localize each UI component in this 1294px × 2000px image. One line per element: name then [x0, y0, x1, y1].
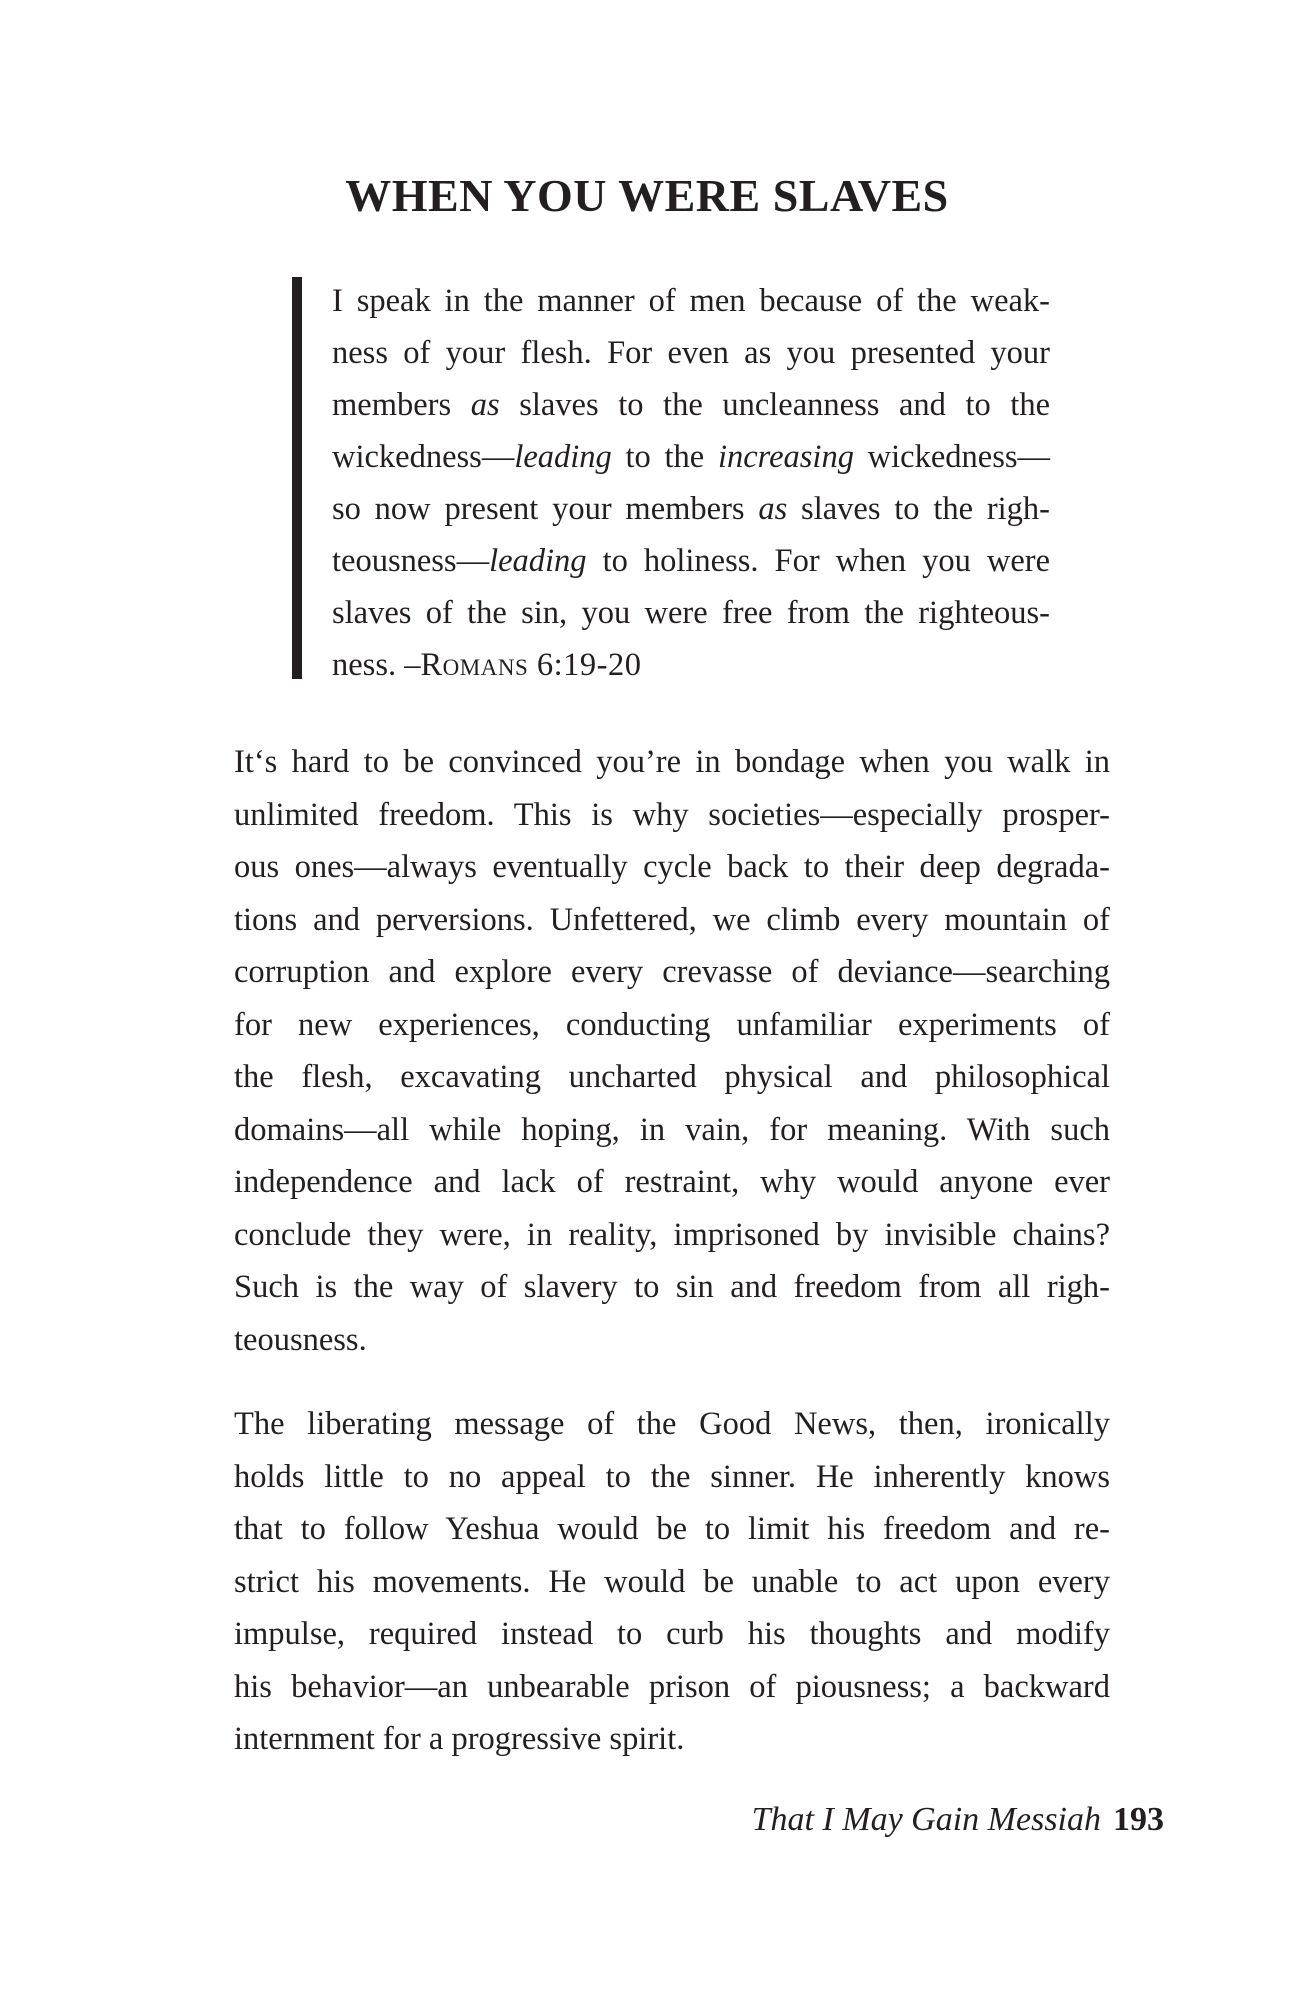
paragraph-line: conclude they were, in reality, imprisoned by invisible chains?	[234, 1216, 1110, 1253]
paragraph-line: his behavior—an unbearable prison of piousness; a backward	[234, 1668, 1110, 1705]
epigraph-line: teousness—leading to holiness. For when you were	[332, 543, 1050, 579]
paragraph-line: that to follow Yeshua would be to limit his freedom and re-	[234, 1511, 1110, 1547]
paragraph-line: It‘s hard to be convinced you’re in bondage when you walk in	[234, 744, 1110, 780]
paragraph-line: teousness.	[234, 1321, 367, 1358]
epigraph-line: slaves of the sin, you were free from the righteous-	[332, 595, 1050, 631]
chapter-title: WHEN YOU WERE SLAVES	[345, 170, 949, 221]
paragraph-line: ous ones—always eventually cycle back to their deep degrada-	[234, 849, 1110, 885]
paragraph-line: strict his movements. He would be unable to act upon every	[234, 1563, 1110, 1600]
scripture-reference: Romans 6:19-20	[420, 647, 642, 683]
epigraph-line: ness of your flesh. For even as you presented your	[332, 335, 1050, 371]
paragraph-line: unlimited freedom. This is why societies—especially prosper-	[234, 796, 1110, 833]
paragraph-line: for new experiences, conducting unfamiliar experiments of	[234, 1006, 1110, 1043]
epigraph-last-line	[332, 639, 1050, 691]
paragraph-line: independence and lack of restraint, why would anyone ever	[234, 1164, 1110, 1200]
epigraph-line: so now present your members as slaves to the righ-	[332, 491, 1050, 527]
epigraph-block	[292, 275, 1050, 693]
epigraph-line: ness. –	[332, 647, 421, 683]
paragraph-line: impulse, required instead to curb his thoughts and modify	[234, 1616, 1110, 1652]
epigraph-line: members as slaves to the uncleanness and to the	[332, 387, 1051, 423]
paragraph-line: Such is the way of slavery to sin and freedom from all righ-	[234, 1269, 1110, 1305]
paragraph-1	[234, 736, 1110, 1366]
paragraph-line: tions and perversions. Unfettered, we climb every mountain of	[234, 901, 1110, 938]
paragraph-2	[234, 1398, 1110, 1766]
paragraph-line: holds little to no appeal to the sinner. He inherently knows	[234, 1458, 1110, 1495]
epigraph-line: I speak in the manner of men because of the weak-	[332, 283, 1050, 319]
epigraph-line: wickedness—leading to the increasing wickedness—	[332, 439, 1050, 475]
epigraph-quote	[332, 275, 1050, 691]
running-footer	[752, 1800, 1164, 1840]
paragraph-line: corruption and explore every crevasse of deviance—searching	[234, 954, 1110, 990]
paragraph-line: internment for a progressive spirit.	[234, 1721, 685, 1757]
paragraph-line: the flesh, excavating uncharted physical and philosophical	[234, 1059, 1110, 1095]
paragraph-line: The liberating message of the Good News, then, ironically	[234, 1406, 1110, 1442]
paragraph-line: domains—all while hoping, in vain, for meaning. With such	[234, 1111, 1110, 1148]
book-title: That I May Gain Messiah	[751, 1801, 1101, 1838]
page-number: 193	[1113, 1801, 1164, 1838]
epigraph-rule	[292, 277, 302, 679]
